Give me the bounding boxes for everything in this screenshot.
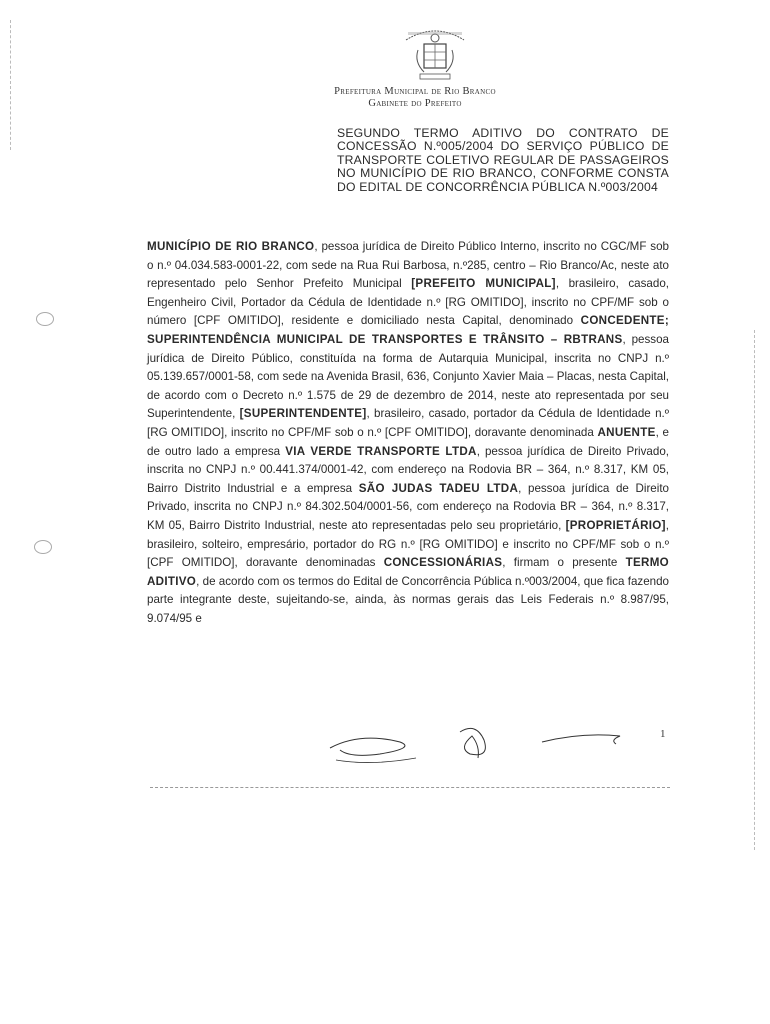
scan-margin-left [10,20,11,150]
party-concessionarias: CONCESSIONÁRIAS [383,556,503,570]
body-text-10: , de acordo com os termos do Edital de Concorrência Pública n.º003/2004, que fica fazendo parte integrante deste, sujeitando-se, ainda, às normas gerais das Leis Federais n.º 8.987/95, 9.074/95 e [147,574,669,625]
body-text-5: , e de outro lado a empresa [147,425,669,458]
page-number: 1 [660,728,666,740]
prefeitura-name: Prefeitura Municipal de Rio Branco [334,86,496,97]
company-sao-judas: SÃO JUDAS TADEU LTDA [358,481,519,495]
body-text-6: , pessoa jurídica de Direito Privado, inscrita no CNPJ n.º 00.441.374/0001-42, com endereço na Rodovia BR – 364, n.º 8.317, KM 05, Bairro Distrito Industrial e a empresa [147,444,669,495]
scan-margin-right [754,330,755,850]
punch-hole-bottom [34,540,52,554]
signatures [320,718,650,778]
coat-of-arms-icon [396,22,474,88]
company-via-verde: VIA VERDE TRANSPORTE LTDA [285,444,477,458]
party-anuente: ANUENTE [597,425,656,439]
punch-hole-top [36,312,54,326]
termo-aditivo: TERMO ADITIVO [147,556,669,588]
body-text-3: , pessoa jurídica de Direito Público, constituída na forma de Autarquia Municipal, inscrita no CNPJ n.º 05.139.657/0001-58, com sede na Avenida Brasil, 636, Conjunto Xavier Maia – Placas, nesta Capital, de acordo com o Decreto n.º 1.575 de 29 de dezembro de 2014, neste ato representada por seu Superintendente, [147,332,669,421]
party-municipio: MUNICÍPIO DE RIO BRANCO [147,240,315,253]
gabinete-name: Gabinete do Prefeito [368,98,462,109]
body-text-1: , pessoa jurídica de Direito Público Interno, inscrito no CGC/MF sob o n.º 04.034.583-0001-22, com sede na Rua Rui Barbosa, n.º285, centro – Rio Branco/Ac, neste ato representado pelo Senhor Prefeito Municipal [147,240,669,291]
party-concedente-rbtrans: CONCEDENTE; SUPERINTENDÊNCIA MUNICIPAL DE TRANSPORTES E TRÂNSITO – RBTRANS [147,314,669,346]
body-text-2: , brasileiro, casado, Engenheiro Civil, Portador da Cédula de Identidade n.º [RG OMITIDO], inscrito no CPF/MF sob o número [CPF OMITIDO], residente e domiciliado nesta Capital, denominado [147,277,669,328]
body-text-4: , brasileiro, casado, portador da Cédula de Identidade n.º [RG OMITIDO], inscrito no CPF/MF sob o n.º [CPF OMITIDO], doravante denominada [147,407,669,439]
document-title: SEGUNDO TERMO ADITIVO DO CONTRATO DE CONCESSÃO N.º005/2004 DO SERVIÇO PÚBLICO DE TRANSPORTE COLETIVO REGULAR DE PASSAGEIROS NO MUNICÍPIO DE RIO BRANCO, CONFORME CONSTA DO EDITAL DE CONCORRÊNCIA PÚBLICA N.º003/2004 [337,126,669,194]
body-text-8: , brasileiro, solteiro, empresário, portador do RG n.º [RG OMITIDO] e inscrito no CPF/MF sob o n.º [CPF OMITIDO], doravante denominadas [147,518,669,570]
scan-fold-line [150,787,670,788]
owner-name: [PROPRIETÁRIO] [565,518,666,532]
mayor-name: [PREFEITO MUNICIPAL] [411,277,556,291]
letterhead [300,86,530,110]
body-text-7: , pessoa jurídica de Direito Privado, inscrita no CNPJ n.º 84.302.504/0001-56, com endereço na Rodovia BR – 364, n.º 8.317, KM 05, Bairro Distrito Industrial, neste ato representadas pelo seu proprietário, [147,481,670,532]
body-text-9: , firmam o presente [502,556,626,570]
document-body [147,238,669,628]
superintendent-name: [SUPERINTENDENTE] [239,407,367,421]
